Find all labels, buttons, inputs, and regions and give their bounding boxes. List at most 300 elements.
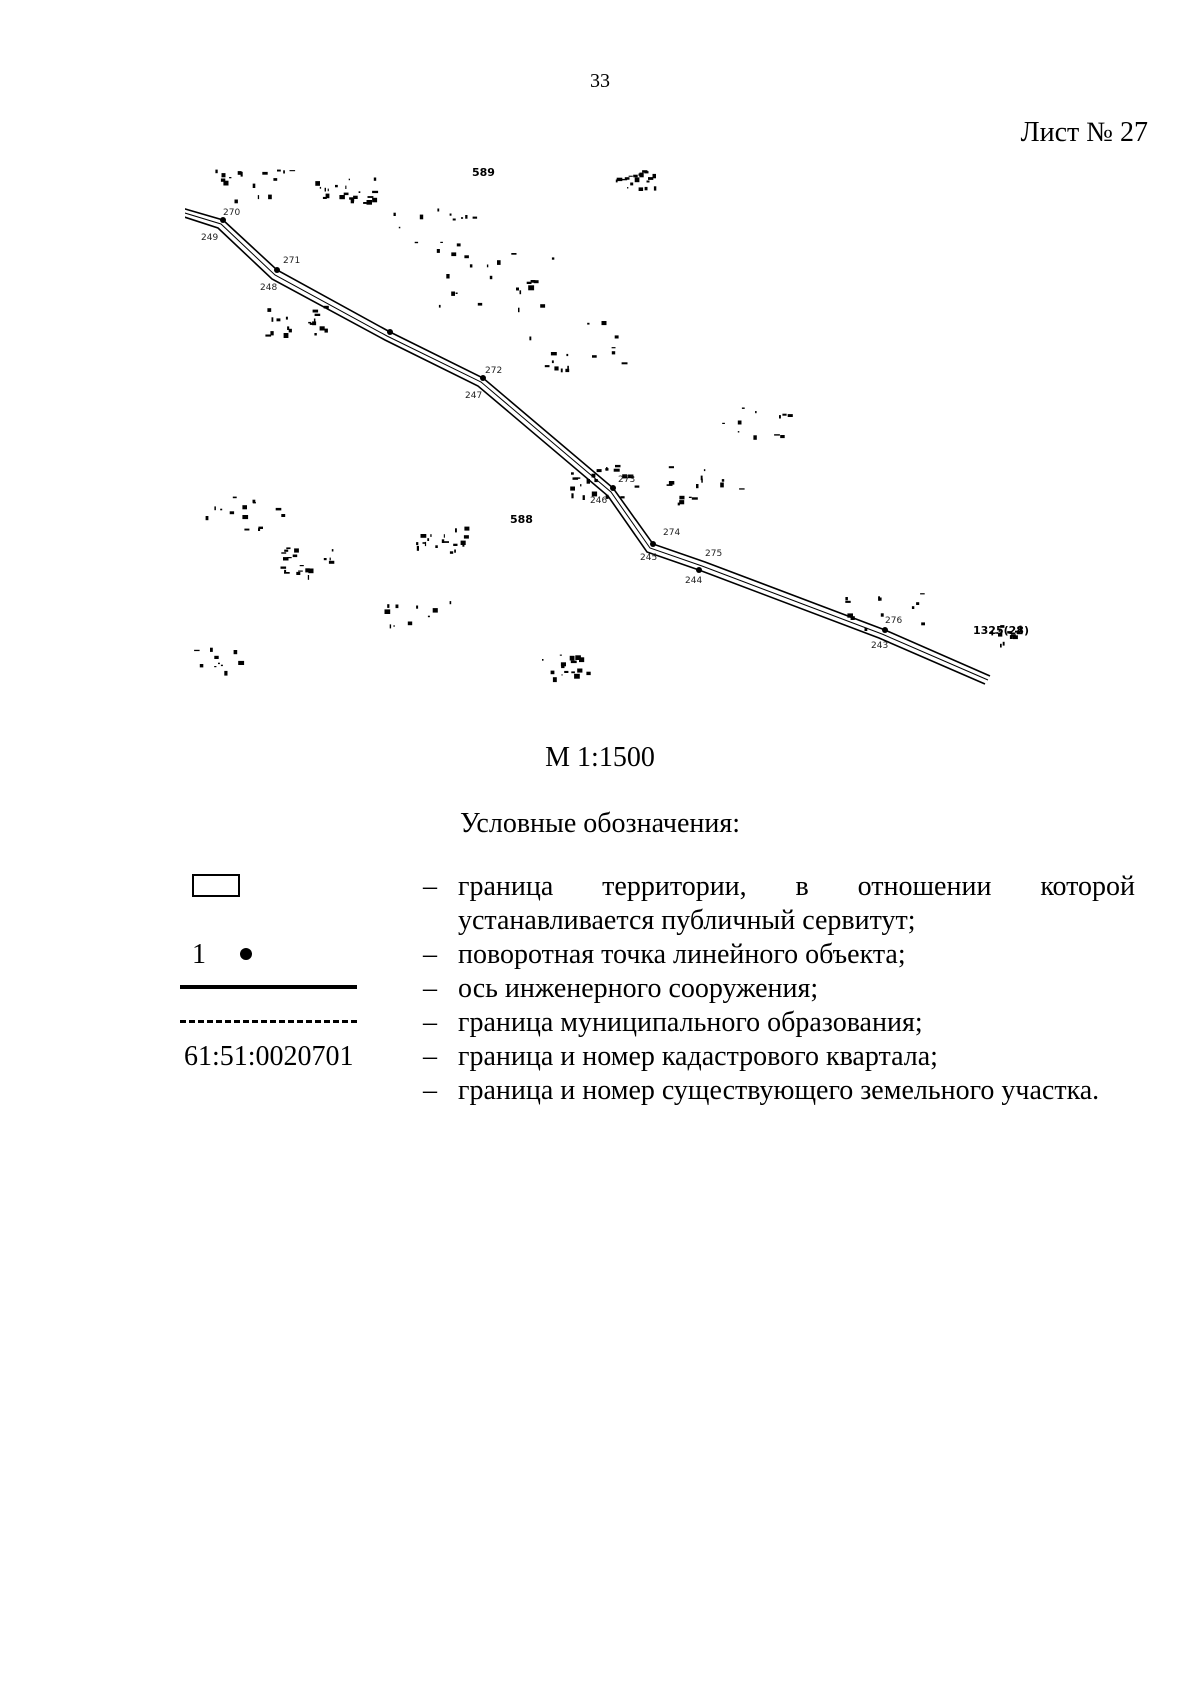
map-speckle-dot bbox=[518, 308, 520, 313]
map-speckle-dot bbox=[210, 648, 213, 652]
map-speckle-dot bbox=[566, 354, 568, 356]
map-speckle-dot bbox=[286, 547, 290, 549]
map-speckle-dot bbox=[464, 527, 469, 531]
map bbox=[185, 160, 1065, 750]
map-speckle-dot bbox=[455, 528, 457, 532]
map-speckle-dot bbox=[639, 187, 644, 191]
map-speckle-dot bbox=[359, 191, 361, 193]
map-speckle-dot bbox=[571, 472, 574, 474]
point-label: 246 bbox=[590, 496, 608, 506]
map-speckle-dot bbox=[221, 179, 225, 182]
map-speckle-dot bbox=[450, 601, 452, 604]
map-speckle-dot bbox=[313, 310, 319, 313]
legend-dash: – bbox=[423, 939, 437, 970]
map-speckle-dot bbox=[276, 508, 282, 511]
map-speckle-dot bbox=[221, 665, 223, 666]
map-speckle-dot bbox=[653, 174, 657, 178]
map-speckle-dot bbox=[573, 477, 579, 479]
map-speckle-dot bbox=[612, 347, 616, 348]
map-speckle-dot bbox=[788, 414, 793, 417]
map-speckle-dot bbox=[437, 209, 439, 212]
map-speckle-dot bbox=[421, 534, 427, 538]
map-speckle-dot bbox=[912, 606, 914, 609]
map-speckle-dot bbox=[577, 669, 582, 673]
map-speckle-dot bbox=[453, 544, 457, 546]
map-speckle-dot bbox=[442, 539, 444, 543]
map-speckle-dot bbox=[614, 469, 620, 472]
map-speckle-dot bbox=[755, 411, 757, 413]
axis-line-icon bbox=[180, 985, 357, 989]
map-speckle-dot bbox=[268, 195, 272, 200]
point-label: 273 bbox=[618, 475, 636, 485]
map-speckle-dot bbox=[540, 304, 545, 308]
map-speckle-dot bbox=[394, 625, 395, 627]
map-speckle-dot bbox=[528, 285, 534, 290]
page-number: 33 bbox=[590, 70, 610, 92]
map-speckle-dot bbox=[396, 605, 399, 609]
map-speckle-dot bbox=[606, 467, 607, 471]
map-speckle-dot bbox=[669, 466, 674, 468]
map-speckle-dot bbox=[774, 434, 780, 435]
sheet-label: Лист № 27 bbox=[1020, 117, 1148, 148]
engineering-axis bbox=[185, 210, 988, 680]
parcel-label: 589 bbox=[472, 166, 495, 179]
point-label: 271 bbox=[283, 256, 301, 266]
turn-point bbox=[610, 485, 616, 491]
map-speckle-dot bbox=[696, 484, 699, 488]
map-speckle-dot bbox=[511, 253, 516, 255]
map-speckle-dot bbox=[224, 671, 227, 676]
turn-point bbox=[387, 329, 393, 335]
map-speckle-dot bbox=[551, 352, 557, 355]
turn-point-dot-icon bbox=[240, 948, 252, 960]
map-speckle-dot bbox=[194, 650, 200, 651]
map-speckle-dot bbox=[630, 183, 633, 186]
map-speckle-dot bbox=[571, 661, 577, 664]
map-speckle-dot bbox=[722, 479, 724, 482]
map-speckle-dot bbox=[320, 187, 321, 189]
map-speckle-dot bbox=[286, 317, 288, 320]
map-speckle-dot bbox=[206, 516, 209, 520]
map-speckle-dot bbox=[332, 549, 334, 551]
map-speckle-dot bbox=[583, 495, 585, 500]
map-speckle-dot bbox=[335, 185, 338, 187]
map-speckle-dot bbox=[242, 515, 248, 519]
map-speckle-dot bbox=[229, 177, 231, 178]
map-speckle-dot bbox=[440, 242, 443, 243]
map-speckle-dot bbox=[602, 321, 607, 325]
map-speckle-dot bbox=[300, 565, 304, 566]
map-speckle-dot bbox=[368, 196, 374, 198]
map-speckle-dot bbox=[451, 252, 456, 256]
map-speckle-dot bbox=[561, 662, 566, 666]
map-speckle-dot bbox=[615, 465, 621, 467]
turn-point bbox=[882, 627, 888, 633]
map-speckle-dot bbox=[612, 351, 615, 354]
map-speckle-dot bbox=[345, 186, 346, 189]
map-speckle-dot bbox=[265, 335, 271, 337]
point-label: 272 bbox=[485, 366, 503, 376]
point-label: 276 bbox=[885, 616, 903, 626]
map-speckle-dot bbox=[560, 655, 562, 656]
map-speckle-dot bbox=[450, 551, 453, 554]
map-svg bbox=[185, 160, 1065, 750]
map-speckle-dot bbox=[253, 184, 256, 188]
map-speckle-dot bbox=[270, 331, 273, 335]
legend-desc-axis: ось инженерного сооружения; bbox=[458, 973, 819, 1004]
map-speckle-dot bbox=[845, 597, 848, 600]
map-speckle-dot bbox=[435, 545, 438, 548]
map-speckle-dot bbox=[320, 326, 325, 330]
map-speckle-dot bbox=[235, 200, 238, 204]
map-speckle-dot bbox=[430, 534, 431, 537]
map-speckle-dot bbox=[473, 217, 478, 219]
legend-symbol-municipal bbox=[180, 1006, 355, 1040]
map-speckle-dot bbox=[647, 181, 650, 183]
parcel-labels bbox=[472, 166, 1029, 637]
map-speckle-dot bbox=[456, 293, 458, 295]
map-speckle-dot bbox=[627, 187, 628, 189]
map-speckle-dot bbox=[497, 260, 501, 265]
map-speckle-dot bbox=[284, 333, 289, 338]
legend-row-boundary bbox=[180, 870, 1135, 938]
map-speckle-dot bbox=[669, 481, 674, 485]
map-speckle-dot bbox=[629, 176, 633, 177]
map-speckle-dot bbox=[451, 292, 455, 296]
map-speckle-dot bbox=[579, 659, 583, 662]
map-speckle-dot bbox=[1003, 642, 1005, 646]
map-speckle-dot bbox=[571, 671, 575, 673]
point-label: 243 bbox=[871, 641, 889, 651]
legend-desc-boundary-line2: устанавливается публичный сервитут; bbox=[458, 905, 916, 936]
map-speckle-dot bbox=[387, 604, 389, 608]
map-speckle-dot bbox=[312, 321, 316, 325]
map-speckle-dot bbox=[921, 622, 925, 625]
map-speckle-dot bbox=[220, 509, 222, 511]
map-speckle-dot bbox=[642, 170, 647, 172]
parcel-label: 1325(28) bbox=[973, 624, 1029, 637]
map-speckle-dot bbox=[420, 215, 423, 220]
map-speckle-dot bbox=[542, 659, 544, 661]
map-speckle-dot bbox=[654, 186, 656, 190]
map-speckle-dot bbox=[570, 487, 575, 491]
map-speckle-dot bbox=[639, 174, 641, 176]
map-speckle-dot bbox=[394, 213, 396, 216]
point-label: 274 bbox=[663, 528, 681, 538]
map-speckle-dot bbox=[214, 656, 218, 659]
legend-row-municipal bbox=[180, 1006, 1135, 1040]
map-speckle-dot bbox=[464, 255, 469, 258]
map-speckle-dot bbox=[633, 175, 638, 178]
map-speckle-dot bbox=[277, 170, 281, 172]
legend bbox=[180, 870, 1135, 1108]
legend-desc-municipal: граница муниципального образования; bbox=[458, 1007, 923, 1038]
map-speckle-dot bbox=[298, 571, 303, 572]
map-speckle-dot bbox=[453, 219, 456, 221]
map-speckle-dot bbox=[428, 616, 430, 618]
map-speckle-dot bbox=[490, 276, 493, 279]
map-speckle-dot bbox=[478, 303, 482, 306]
map-speckle-dot bbox=[416, 606, 418, 609]
map-speckle-dot bbox=[323, 197, 327, 199]
map-speckle-dot bbox=[281, 552, 286, 553]
legend-dash: – bbox=[423, 871, 437, 902]
map-speckle-dot bbox=[272, 317, 274, 322]
legend-row-parcel bbox=[180, 1074, 1135, 1108]
legend-symbol-turn-point bbox=[180, 938, 355, 972]
turn-point bbox=[696, 567, 702, 573]
map-speckle-dot bbox=[258, 195, 259, 199]
map-speckle-dot bbox=[372, 191, 378, 193]
map-speckle-dot bbox=[344, 193, 349, 196]
map-speckle-dot bbox=[881, 613, 884, 616]
map-speckle-dot bbox=[722, 423, 725, 424]
map-speckle-dot bbox=[315, 181, 320, 186]
legend-desc-turn-point: поворотная точка линейного объекта; bbox=[458, 939, 906, 970]
map-speckle-dot bbox=[284, 570, 286, 572]
map-speckle-dot bbox=[325, 329, 328, 333]
map-speckle-dot bbox=[779, 415, 781, 418]
map-speckle-dot bbox=[437, 249, 440, 253]
map-speckle-dot bbox=[262, 172, 267, 175]
map-speckle-dot bbox=[574, 674, 580, 679]
map-speckle-dot bbox=[679, 496, 684, 500]
map-speckle-dot bbox=[273, 178, 277, 181]
map-speckle-dot bbox=[267, 308, 271, 312]
map-speckle-dot bbox=[465, 215, 467, 219]
map-speckle-dot bbox=[425, 542, 426, 546]
map-speckle-dot bbox=[439, 305, 441, 308]
map-speckle-dot bbox=[570, 656, 575, 661]
map-speckle-dot bbox=[450, 214, 452, 216]
map-speckle-dot bbox=[253, 502, 256, 504]
map-speckle-dot bbox=[753, 435, 756, 440]
map-speckle-dot bbox=[200, 664, 204, 667]
map-speckle-dot bbox=[1000, 644, 1002, 648]
map-speckle-dot bbox=[444, 541, 449, 543]
map-speckle-dot bbox=[314, 333, 316, 336]
legend-desc-parcel: граница и номер существующего земельного участка. bbox=[458, 1075, 1100, 1106]
map-speckle-dot bbox=[222, 174, 224, 176]
map-speckle-dot bbox=[534, 280, 539, 283]
map-speckle-dot bbox=[461, 217, 463, 219]
legend-dash: – bbox=[423, 973, 437, 1004]
map-speckle-dot bbox=[290, 170, 296, 171]
point-label: 249 bbox=[201, 233, 219, 243]
map-speckle-dot bbox=[284, 550, 288, 552]
map-speckle-dot bbox=[454, 550, 456, 553]
map-speckle-dot bbox=[308, 575, 309, 580]
legend-desc-quarter: граница и номер кадастрового квартала; bbox=[458, 1041, 938, 1072]
point-label: 247 bbox=[465, 391, 483, 401]
point-label: 245 bbox=[640, 553, 658, 563]
legend-desc-boundary-line1: граница территории, в отношении которой bbox=[458, 871, 1135, 902]
map-speckle-dot bbox=[230, 511, 234, 514]
map-scale: М 1:1500 bbox=[545, 742, 655, 773]
map-speckle-dot bbox=[238, 171, 242, 175]
legend-row-quarter bbox=[180, 1040, 1135, 1074]
map-speckle-dot bbox=[720, 483, 724, 488]
map-speckle-dot bbox=[464, 535, 469, 538]
map-speckle-dot bbox=[294, 548, 299, 552]
map-speckle-dot bbox=[258, 527, 263, 529]
map-speckle-dot bbox=[552, 360, 554, 363]
map-speckle-dot bbox=[704, 469, 705, 471]
map-speckle-dot bbox=[567, 366, 569, 371]
map-speckle-dot bbox=[372, 198, 377, 203]
map-speckle-dot bbox=[645, 187, 648, 190]
legend-row-axis bbox=[180, 972, 1135, 1006]
map-speckle-dot bbox=[552, 257, 554, 259]
map-speckle-dot bbox=[287, 326, 289, 330]
map-speckle-dot bbox=[462, 544, 464, 547]
parcel-label: 588 bbox=[510, 513, 533, 526]
map-speckle-dot bbox=[553, 677, 557, 682]
map-speckle-dot bbox=[520, 290, 522, 294]
map-speckle-dot bbox=[234, 650, 238, 654]
map-speckle-dot bbox=[315, 314, 321, 316]
map-speckle-dot bbox=[529, 337, 531, 341]
map-speckle-dot bbox=[233, 497, 237, 499]
turn-point bbox=[650, 541, 656, 547]
map-speckle-dot bbox=[916, 602, 919, 605]
map-speckle-dot bbox=[616, 180, 618, 183]
map-speckle-dot bbox=[214, 506, 216, 510]
map-speckle-dot bbox=[281, 514, 285, 517]
map-speckle-dot bbox=[701, 476, 703, 481]
map-speckle-dot bbox=[470, 264, 473, 267]
map-speckle-dot bbox=[353, 199, 354, 202]
point-label: 248 bbox=[260, 283, 278, 293]
map-speckle-dot bbox=[283, 170, 285, 173]
legend-symbol-boundary bbox=[180, 870, 355, 904]
point-label: 244 bbox=[685, 576, 703, 586]
turn-point bbox=[274, 267, 280, 273]
map-speckle-dot bbox=[293, 555, 298, 558]
map-speckle-dot bbox=[622, 179, 627, 180]
map-speckle-dot bbox=[367, 200, 373, 205]
turn-points bbox=[220, 217, 888, 633]
map-speckle-dot bbox=[597, 469, 602, 472]
turn-point-number: 1 bbox=[192, 939, 206, 970]
map-speckle-dot bbox=[242, 505, 247, 509]
map-speckle-dot bbox=[487, 265, 488, 268]
map-speckle-dot bbox=[374, 178, 376, 181]
map-speckle-dot bbox=[545, 365, 550, 367]
map-speckle-dot bbox=[679, 500, 684, 504]
municipal-dashed-line-icon bbox=[180, 1020, 357, 1023]
map-speckle-dot bbox=[780, 435, 785, 438]
map-speckle-dot bbox=[444, 534, 445, 538]
map-speckle-dot bbox=[364, 202, 366, 204]
map-speckle-dot bbox=[920, 593, 925, 594]
legend-dash: – bbox=[423, 1007, 437, 1038]
map-speckle-dot bbox=[214, 666, 216, 667]
map-speckle-dot bbox=[516, 288, 519, 291]
map-speckle-dot bbox=[635, 177, 640, 182]
map-speckle-dot bbox=[446, 274, 449, 279]
map-speckle-dot bbox=[349, 179, 350, 181]
map-speckle-dot bbox=[415, 242, 418, 243]
map-speckle-dot bbox=[551, 671, 555, 675]
map-speckle-dot bbox=[561, 369, 563, 373]
map-speckle-dot bbox=[527, 282, 532, 284]
cadastral-quarter-number: 61:51:0020701 bbox=[184, 1041, 354, 1072]
map-speckle-dot bbox=[427, 538, 429, 541]
map-speckle bbox=[194, 170, 1023, 683]
servitude-corridor bbox=[185, 206, 990, 684]
map-speckle-dot bbox=[385, 609, 391, 614]
boundary-rect-icon bbox=[192, 874, 240, 897]
map-speckle-dot bbox=[571, 493, 573, 498]
legend-title: Условные обозначения: bbox=[459, 808, 741, 839]
map-speckle-dot bbox=[742, 408, 745, 409]
point-label: 275 bbox=[705, 549, 723, 559]
legend-dash: – bbox=[423, 1075, 437, 1106]
map-speckle-dot bbox=[667, 484, 673, 486]
map-speckle-dot bbox=[782, 414, 786, 416]
map-speckle-dot bbox=[689, 497, 692, 498]
map-speckle-dot bbox=[554, 366, 558, 370]
map-speckle-dot bbox=[592, 355, 597, 358]
map-speckle-dot bbox=[329, 561, 334, 564]
map-speckle-dot bbox=[244, 529, 249, 531]
point-label: 270 bbox=[223, 208, 241, 218]
map-speckle-dot bbox=[238, 661, 244, 665]
map-speckle-dot bbox=[281, 567, 287, 569]
map-speckle-dot bbox=[738, 431, 740, 432]
map-speckle-dot bbox=[587, 323, 589, 325]
map-speckle-dot bbox=[277, 318, 281, 321]
map-speckle-dot bbox=[408, 622, 412, 626]
map-speckle-dot bbox=[325, 188, 326, 192]
corridor-edge-upper bbox=[185, 206, 990, 676]
map-speckle-dot bbox=[564, 671, 568, 673]
legend-symbol-axis bbox=[180, 972, 355, 1006]
map-speckle-dot bbox=[622, 362, 628, 364]
map-speckle-dot bbox=[845, 601, 850, 603]
map-speckle-dot bbox=[215, 170, 217, 174]
map-speckle-dot bbox=[218, 663, 220, 664]
map-speckle-dot bbox=[339, 195, 345, 199]
map-speckle-dot bbox=[692, 497, 698, 499]
map-speckle-dot bbox=[390, 624, 391, 628]
map-speckle-dot bbox=[417, 546, 419, 551]
map-speckle-dot bbox=[739, 488, 745, 489]
legend-row-turn-point bbox=[180, 938, 1135, 972]
map-speckle-dot bbox=[615, 335, 619, 338]
map-speckle-dot bbox=[416, 542, 418, 545]
map-speckle-dot bbox=[433, 608, 438, 613]
legend-symbol-parcel bbox=[180, 1074, 355, 1108]
legend-dash: – bbox=[423, 1041, 437, 1072]
map-speckle-dot bbox=[308, 569, 313, 574]
map-speckle-dot bbox=[580, 484, 581, 486]
map-speckle-dot bbox=[328, 189, 329, 192]
legend-symbol-quarter bbox=[180, 1040, 355, 1074]
map-speckle-dot bbox=[586, 672, 590, 675]
map-speckle-dot bbox=[399, 227, 401, 229]
map-speckle-dot bbox=[562, 674, 563, 675]
map-speckle-dot bbox=[738, 421, 742, 425]
map-speckle-dot bbox=[457, 243, 461, 246]
map-speckle-dot bbox=[324, 558, 327, 560]
map-speckle-dot bbox=[878, 596, 880, 600]
map-speckle-dot bbox=[296, 572, 300, 575]
map-speckle-dot bbox=[283, 557, 289, 560]
point-labels bbox=[201, 208, 902, 651]
map-speckle-dot bbox=[330, 558, 331, 561]
